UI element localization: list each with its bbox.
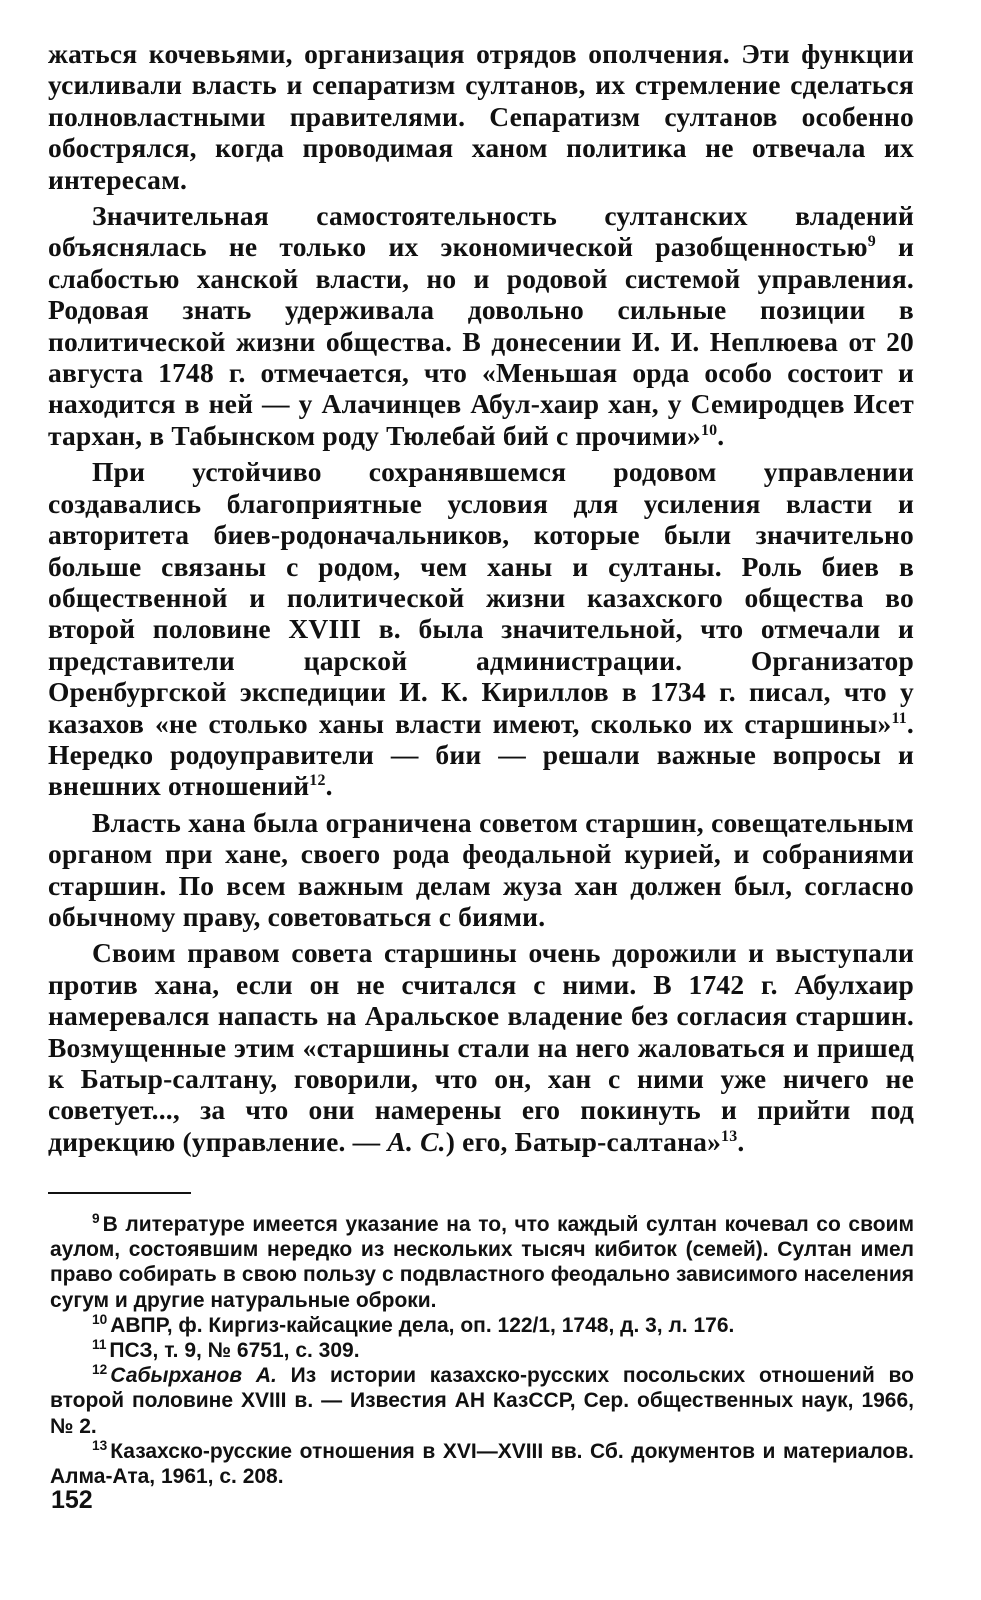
paragraph-5-text-cont: ) его, Батыр-салтана» bbox=[445, 1125, 722, 1157]
footnote-text: Казахско-русские отношения в XVI—XVIII вв. Сб. документов и материалов. Алма-Ата, 1961, с. 208. bbox=[50, 1439, 914, 1489]
paragraph-3 bbox=[48, 456, 914, 801]
paragraph-2-end: . bbox=[717, 419, 725, 451]
footnote-10 bbox=[50, 1313, 914, 1338]
paragraph-4 bbox=[48, 807, 914, 933]
footnote-divider bbox=[48, 1192, 191, 1194]
paragraph-2-text: Значительная самостоятельность султанских владений объяснялась не только их экономической разобщенностью bbox=[48, 200, 914, 263]
main-text bbox=[48, 38, 914, 1157]
footnote-ref-9[interactable]: 9 bbox=[867, 233, 876, 251]
footnote-number: 10 bbox=[92, 1311, 108, 1327]
footnote-number: 11 bbox=[92, 1337, 107, 1353]
paragraph-4-text: Власть хана была ограничена советом старшин, совещательным органом при хане, своего рода феодальной курией, и собраниями старшин. По всем важным делам жуза хан должен был, согласно обычному праву, советоваться с биями. bbox=[48, 806, 914, 932]
paragraph-2 bbox=[48, 200, 914, 451]
paragraph-3-end: . bbox=[325, 770, 333, 802]
footnote-12 bbox=[50, 1363, 914, 1439]
paragraph-2-text-cont: и слабостью ханской власти, но и родовой системой управления. Родовая знать удерживала довольно сильные позиции в политической жизни общества. В донесении И. И. Неплюева от 20 августа 1748 г. отмечается, что «Меньшая орда особо состоит и находится в ней — у Алачинцев Абул-хаир хан, у Семиродцев Исет тархан, в Табынском роду Тюлебай бий с прочими» bbox=[48, 231, 914, 451]
footnote-number: 9 bbox=[92, 1211, 100, 1226]
author-initials: А. С. bbox=[387, 1125, 446, 1157]
paragraph-3-text: При устойчиво сохранявшемся родовом управлении создавались благоприятные условия для усиления власти и авторитета биев-родоначальников, которые были значительно больше связаны с родом, чем ханы и султаны. Роль биев в общественной и политической жизни казахского общества во второй половине XVIII в. была значительной, что отмечали и представители царской администрации. Организатор Оренбургской экспедиции И. К. Кириллов в 1734 г. писал, что у казахов «не столько ханы власти имеют, сколько их старшины» bbox=[48, 456, 914, 739]
paragraph-5-text: Своим правом совета старшины очень дорожили и выступали против хана, если он не считался с ними. В 1742 г. Абулхаир намеревался напасть на Аральское владение без согласия старшин. Возмущенные этим «старшины стали на него жаловаться и пришед к Батыр-салтану, говорили, что он, хан с ними уже ничего не советует..., за что они намерены его покинуть и прийти под дирекцию (управление. — bbox=[48, 937, 914, 1157]
footnote-number: 12 bbox=[92, 1362, 108, 1378]
paragraph-5-end: . bbox=[737, 1125, 745, 1157]
paragraph-1 bbox=[48, 38, 914, 195]
footnote-number: 13 bbox=[92, 1437, 108, 1453]
footnote-ref-11[interactable]: 11 bbox=[891, 709, 907, 727]
footnote-text: ПСЗ, т. 9, № 6751, с. 309. bbox=[109, 1339, 360, 1363]
footnote-11 bbox=[50, 1338, 914, 1363]
paragraph-5 bbox=[48, 937, 914, 1157]
footnote-9 bbox=[50, 1212, 914, 1313]
footnote-ref-13[interactable]: 13 bbox=[721, 1127, 738, 1145]
footnote-text: АВПР, ф. Киргиз-кайсацкие дела, оп. 122/1, 1748, д. 3, л. 176. bbox=[110, 1313, 735, 1337]
paragraph-1-text: жаться кочевьями, организация отрядов ополчения. Эти функции усиливали власть и сепаратизм султанов, их стремление сделаться полновластными правителями. Сепаратизм султанов особенно обострялся, когда проводимая ханом политика не отвечала их интересам. bbox=[48, 38, 914, 195]
footnote-ref-12[interactable]: 12 bbox=[309, 772, 326, 790]
footnote-text: Из истории казахско-русских посольских отношений во второй половине XVIII в. — Известия АН КазССР, Сер. общественных наук, 1966, № 2. bbox=[50, 1364, 914, 1438]
page-number: 152 bbox=[51, 1486, 93, 1514]
footnote-13 bbox=[50, 1439, 914, 1489]
footnote-text: В литературе имеется указание на то, что каждый султан кочевал со своим аулом, состоявшим нередко из нескольких тысяч кибиток (семей). Султан имел право собирать в свою пользу с подвластного феодально зависимого населения сугум и другие натуральные оброки. bbox=[50, 1213, 914, 1312]
paragraph-3-text-cont: . Нередко родоуправители — бии — решали важные вопросы и внешних отношений bbox=[48, 707, 914, 802]
footnotes bbox=[50, 1212, 914, 1489]
footnote-ref-10[interactable]: 10 bbox=[700, 421, 718, 439]
footnote-author: Сабырханов А. bbox=[110, 1364, 277, 1388]
